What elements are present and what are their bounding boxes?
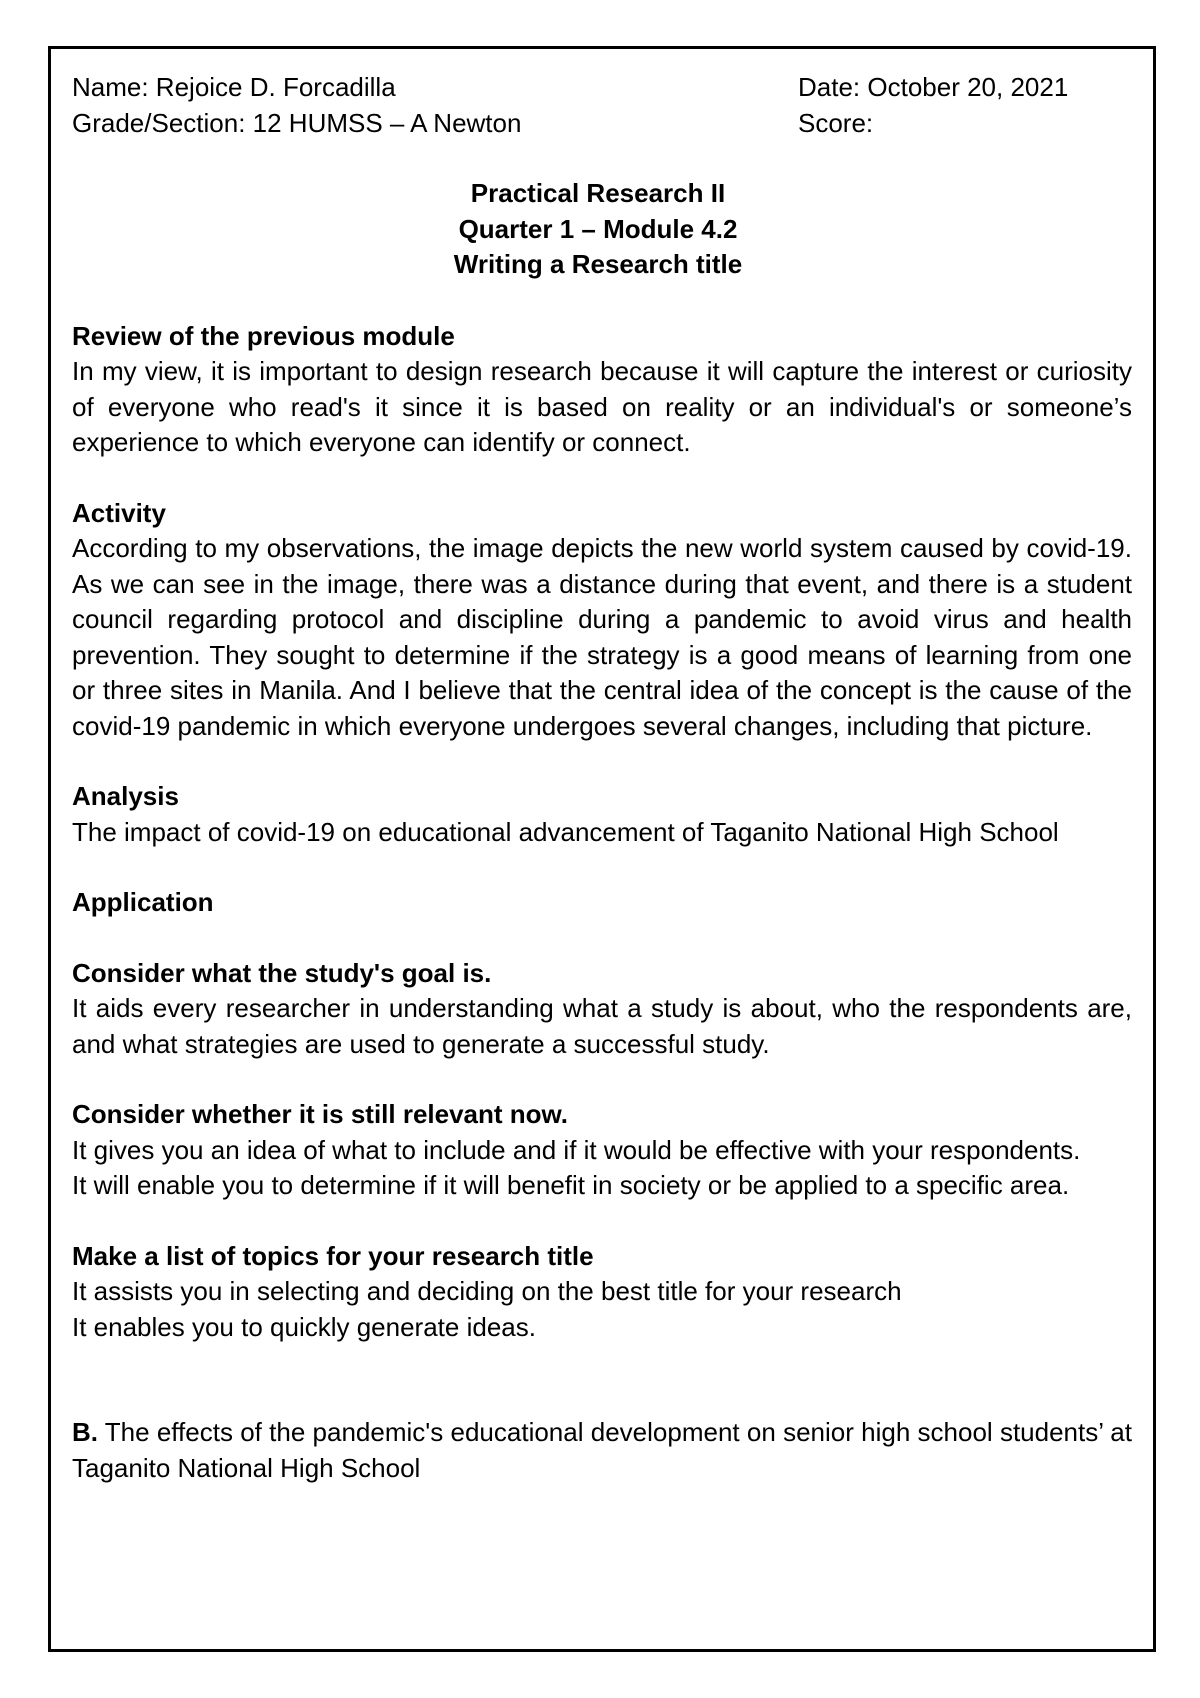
- topics-section: [72, 1239, 1132, 1346]
- student-name: Name: Rejoice D. Forcadilla: [72, 72, 396, 102]
- part-b-body: The effects of the pandemic's educational development on senior high school students’ at Taganito National High School: [72, 1417, 1132, 1483]
- application-heading: Application: [72, 887, 214, 917]
- activity-section: [72, 496, 1132, 745]
- header-row-2: [72, 106, 1132, 142]
- activity-body: According to my observations, the image depicts the new world system caused by covid-19. As we can see in the image, there was a distance during that event, and there is a student council regarding protocol and discipline during a pandemic to avoid virus and health prevention. They sought to determine if the strategy is a good means of learning from one or three sites in Manila. And I believe that the central idea of the concept is the cause of the covid-19 pandemic in which everyone undergoes several changes, including that picture.: [72, 533, 1132, 741]
- part-b-text: [72, 1415, 1132, 1486]
- topics-body-2: It enables you to quickly generate ideas.: [72, 1311, 536, 1342]
- part-b-label: B.: [72, 1417, 98, 1447]
- review-section: [72, 319, 1132, 461]
- header-row-1: [72, 70, 1132, 106]
- application-section: [72, 885, 1132, 921]
- review-heading: Review of the previous module: [72, 320, 455, 351]
- relevant-section: [72, 1097, 1132, 1204]
- document-content: [72, 70, 1132, 1486]
- title-subject: Practical Research II: [470, 178, 726, 208]
- title-topic: Writing a Research title: [453, 249, 743, 279]
- document-title: [72, 176, 1132, 283]
- relevant-heading: Consider whether it is still relevant now.: [72, 1099, 569, 1129]
- goal-body: It aids every researcher in understanding what a study is about, who the respondents are, and what strategies are used to generate a successful study.: [72, 993, 1132, 1059]
- topics-heading: Make a list of topics for your research title: [72, 1240, 594, 1271]
- score: Score:: [798, 107, 874, 138]
- topics-body-1: It assists you in selecting and deciding on the best title for your research: [72, 1276, 902, 1306]
- goal-section: [72, 956, 1132, 1063]
- goal-heading: Consider what the study's goal is.: [72, 957, 492, 988]
- grade-section: Grade/Section: 12 HUMSS – A Newton: [72, 107, 522, 138]
- part-b-section: [72, 1415, 1132, 1486]
- analysis-body: The impact of covid-19 on educational advancement of Taganito National High School: [72, 816, 1059, 847]
- analysis-section: [72, 779, 1132, 850]
- relevant-body-1: It gives you an idea of what to include and if it would be effective with your respondents.: [72, 1134, 1081, 1165]
- title-module: Quarter 1 – Module 4.2: [458, 213, 738, 244]
- activity-heading: Activity: [72, 497, 166, 528]
- relevant-body-2: It will enable you to determine if it will benefit in society or be applied to a specific area.: [72, 1170, 1070, 1200]
- analysis-heading: Analysis: [72, 781, 179, 811]
- date: Date: October 20, 2021: [798, 72, 1069, 102]
- review-body: In my view, it is important to design research because it will capture the interest or curiosity of everyone who read's it since it is based on reality or an individual's or someone’s experience to which everyone can identify or connect.: [72, 356, 1132, 457]
